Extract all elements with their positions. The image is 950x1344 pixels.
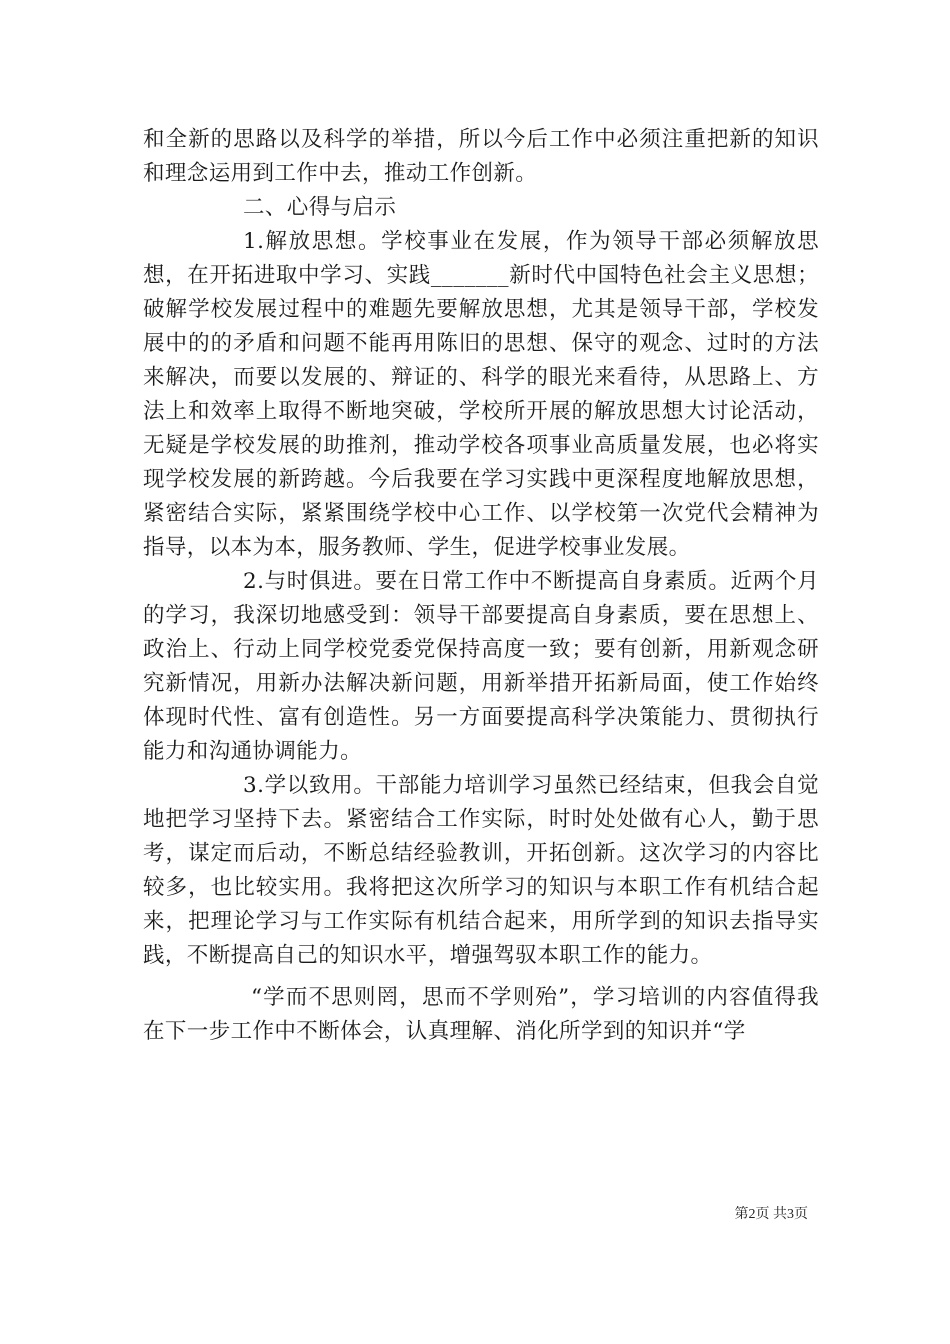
paragraph-closing: “学而不思则罔，思而不学则殆”，学习培训的内容值得我在下一步工作中不断体会，认真理解、消化所学到的知识并“学 (143, 985, 819, 1044)
paragraph-point-1: 1.解放思想。学校事业在发展，作为领导干部必须解放思想，在开拓进取中学习、实践_______新时代中国特色社会主义思想；破解学校发展过程中的难题先要解放思想，尤其是领导干部，学校发展中的的矛盾和问题不能再用陈旧的思想、保守的观念、过时的方法来解决，而要以发展的、辩证的、科学的眼光来看待，从思路上、方法上和效率上取得不断地突破，学校所开展的解放思想大讨论活动，无疑是学校发展的助推剂，推动学校各项事业高质量发展，也必将实现学校发展的新跨越。今后我要在学习实践中更深程度地解放思想，紧密结合实际，紧紧围绕学校中心工作、以学校第一次党代会精神为指导，以本为本，服务教师、学生，促进学校事业发展。 (143, 229, 819, 560)
paragraph-point-2: 2.与时俱进。要在日常工作中不断提高自身素质。近两个月的学习，我深切地感受到：领导干部要提高自身素质，要在思想上、政治上、行动上同学校党委党保持高度一致；要有创新，用新观念研究新情况，用新办法解决新问题，用新举措开拓新局面，使工作始终体现时代性、富有创造性。另一方面要提高科学决策能力、贯彻执行能力和沟通协调能力。 (143, 569, 819, 764)
footer-middle: 页 共 (755, 1207, 787, 1222)
footer-total-pages: 3 (787, 1207, 794, 1222)
section-heading: 二、心得与启示 (243, 195, 397, 220)
document-body (143, 123, 819, 1049)
paragraph-continuation: 和全新的思路以及科学的举措，所以今后工作中必须注重把新的知识和理念运用到工作中去，推动工作创新。 (143, 127, 819, 186)
footer-suffix: 页 (794, 1207, 808, 1222)
footer-prefix: 第 (734, 1207, 749, 1222)
footer-current-page: 2 (748, 1207, 756, 1222)
page-number-footer (0, 1203, 808, 1223)
paragraph-point-3: 3.学以致用。干部能力培训学习虽然已经结束，但我会自觉地把学习坚持下去。紧密结合工作实际，时时处处做有心人，勤于思考，谋定而后动，不断总结经验教训，开拓创新。这次学习的内容比较多，也比较实用。我将把这次所学习的知识与本职工作有机结合起来，把理论学习与工作实际有机结合起来，用所学到的知识去指导实践，不断提高自己的知识水平，增强驾驭本职工作的能力。 (143, 773, 819, 968)
